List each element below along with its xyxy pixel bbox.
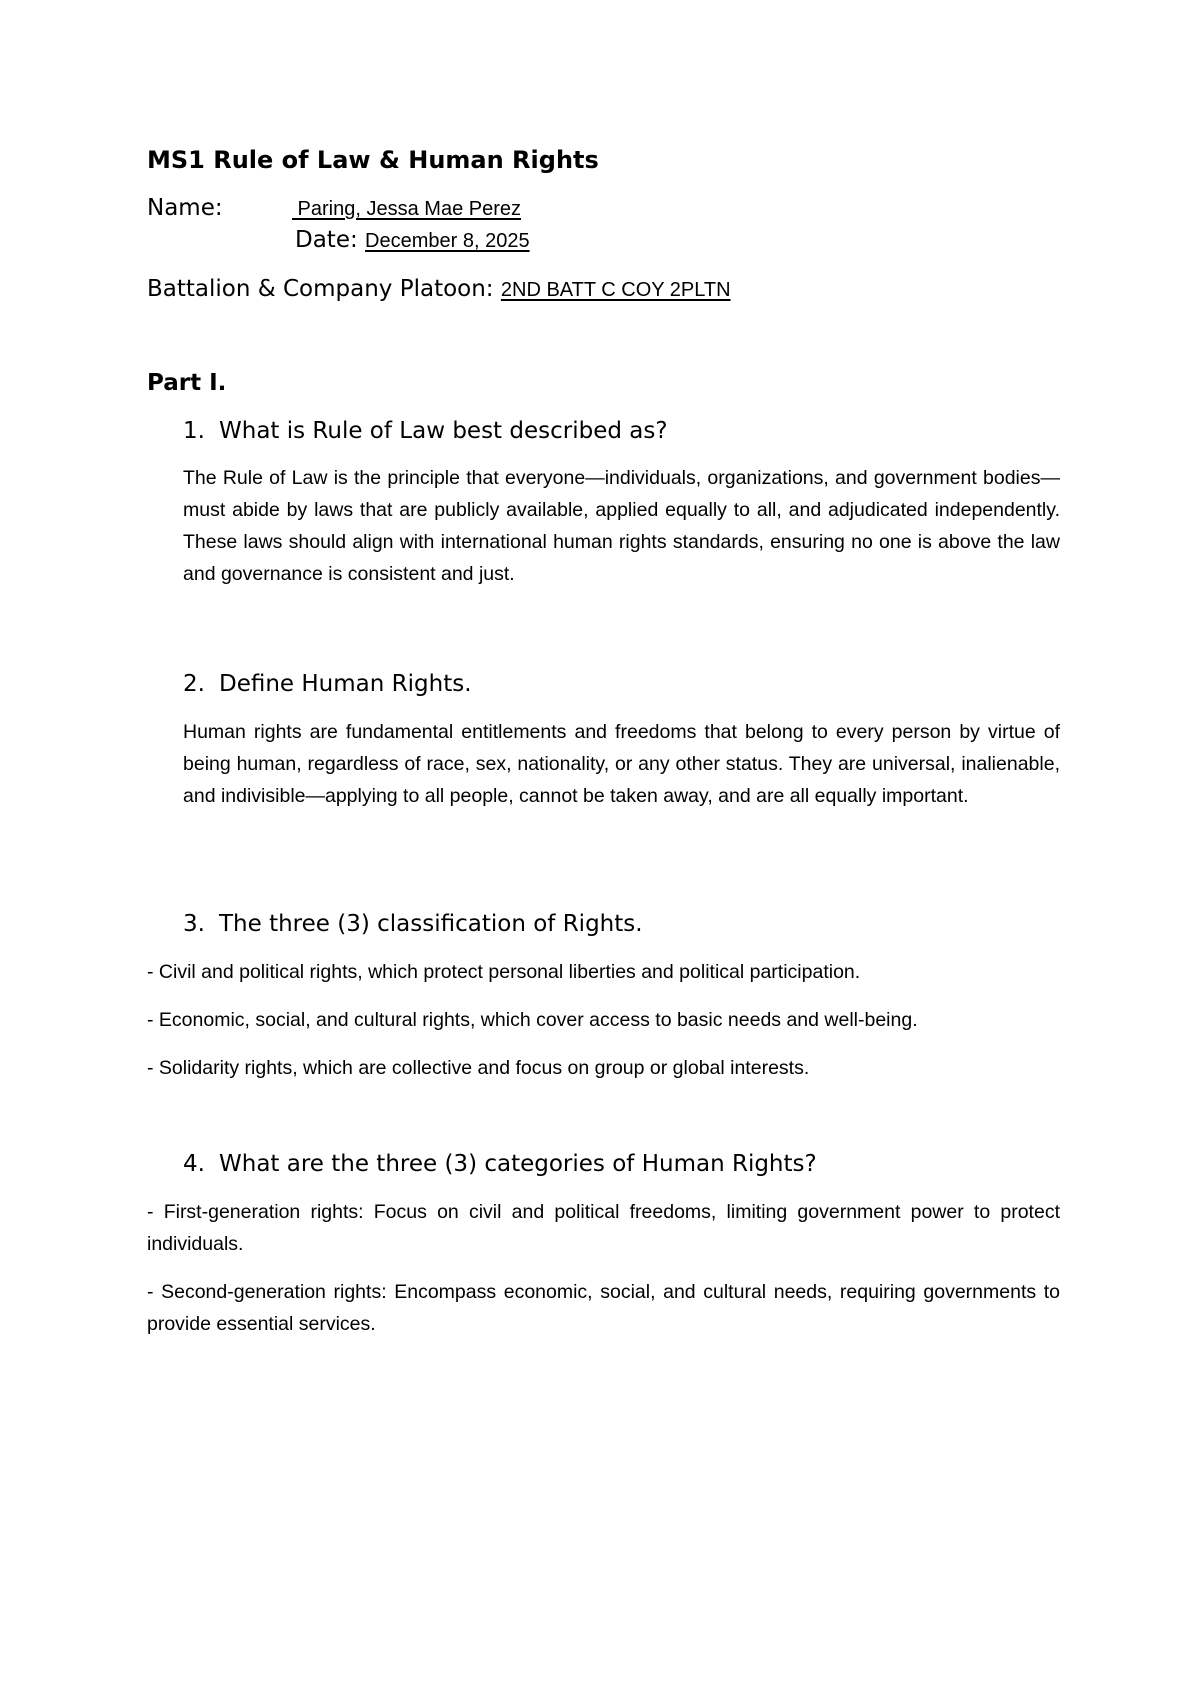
question-number: 3. xyxy=(183,911,205,937)
question-3 xyxy=(183,908,643,940)
document-title: MS1 Rule of Law & Human Rights xyxy=(147,146,599,174)
list-item: - Second-generation rights: Encompass economic, social, and cultural needs, requiring governments to provide essential services. xyxy=(147,1281,1060,1335)
classification-list xyxy=(147,956,1060,1100)
part-heading: Part I. xyxy=(147,370,227,396)
question-text: What is Rule of Law best described as? xyxy=(219,418,668,444)
question-number: 4. xyxy=(183,1151,205,1177)
question-2 xyxy=(183,668,472,700)
answer-2: Human rights are fundamental entitlements and freedoms that belong to every person by virtue of being human, regardless of race, sex, nationality, or any other status. They are universal, inalienable, and indivisible—applying to all people, cannot be taken away, and are all equally important. xyxy=(183,721,1060,807)
name-label: Name: xyxy=(147,195,223,221)
date-line xyxy=(295,224,530,257)
question-4 xyxy=(183,1148,817,1180)
date-label: Date: xyxy=(295,227,358,253)
question-number: 1. xyxy=(183,418,205,444)
list-item: - Solidarity rights, which are collective and focus on group or global interests. xyxy=(147,1057,810,1079)
answer-1: The Rule of Law is the principle that everyone—individuals, organizations, and government bodies—must abide by laws that are publicly available, applied equally to all, and adjudicated independently. These laws should align with international human rights standards, ensuring no one is above the law and governance is consistent and just. xyxy=(183,467,1060,585)
question-1 xyxy=(183,415,668,447)
question-text: Define Human Rights. xyxy=(219,671,472,697)
name-value: Paring, Jessa Mae Perez xyxy=(292,198,521,220)
question-text: What are the three (3) categories of Human Rights? xyxy=(219,1151,817,1177)
question-number: 2. xyxy=(183,671,205,697)
list-item: - Economic, social, and cultural rights, which cover access to basic needs and well-being. xyxy=(147,1009,918,1031)
date-value: December 8, 2025 xyxy=(365,230,530,252)
question-text: The three (3) classification of Rights. xyxy=(219,911,643,937)
battalion-label: Battalion & Company Platoon: xyxy=(147,276,494,302)
name-line xyxy=(147,192,223,224)
categories-list xyxy=(147,1196,1060,1356)
battalion-value: 2ND BATT C COY 2PLTN xyxy=(500,279,731,301)
list-item: - First-generation rights: Focus on civil and political freedoms, limiting government power to protect individuals. xyxy=(147,1201,1060,1255)
name-value-line xyxy=(292,192,521,225)
battalion-line xyxy=(147,273,731,306)
list-item: - Civil and political rights, which protect personal liberties and political participation. xyxy=(147,961,861,983)
